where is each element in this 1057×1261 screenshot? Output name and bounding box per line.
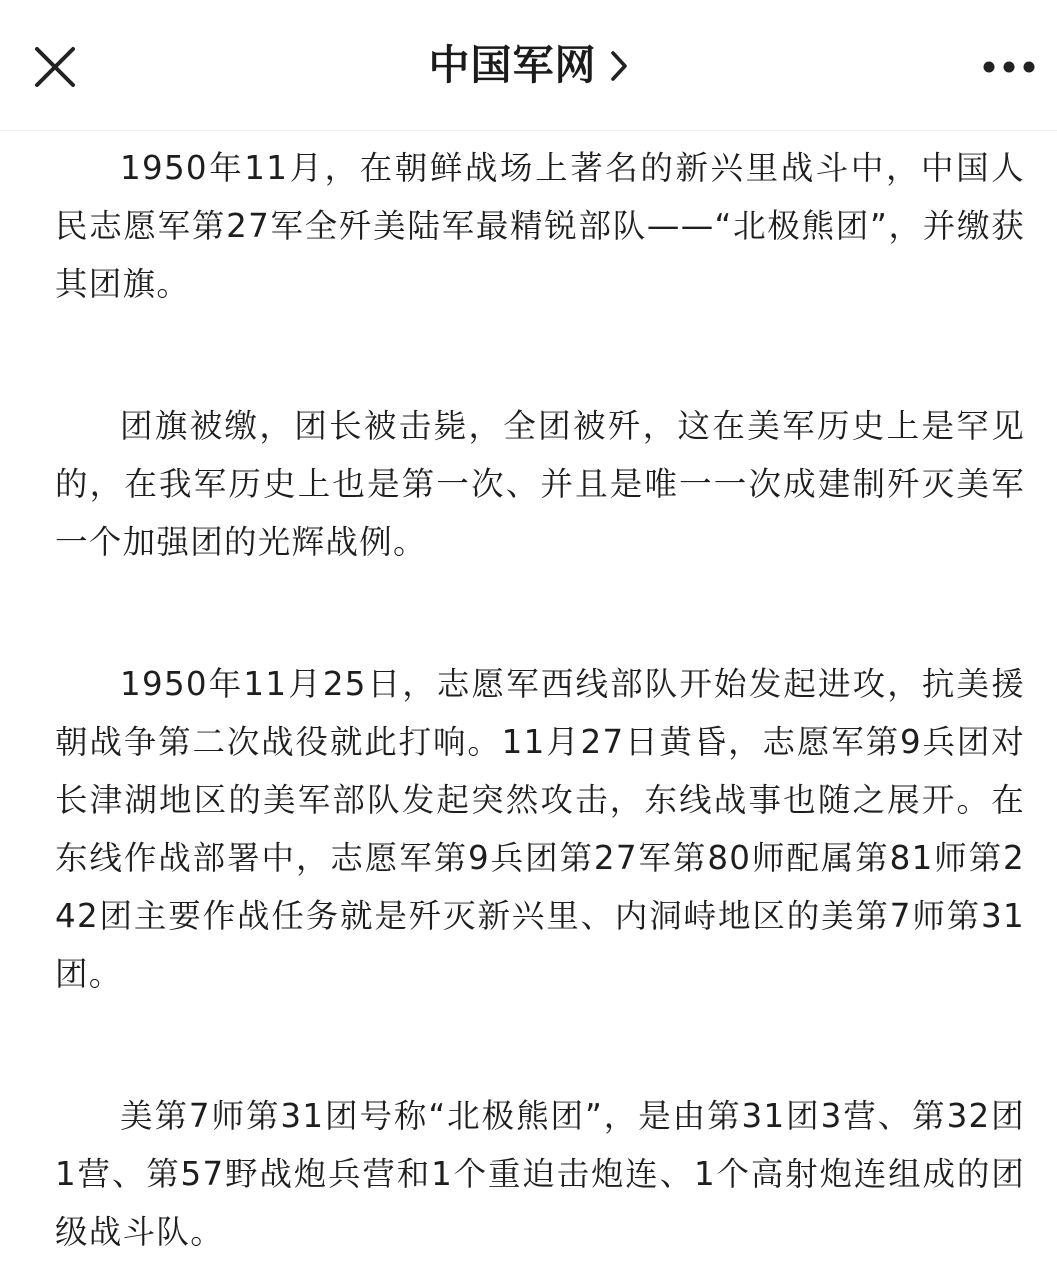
top-nav-bar xyxy=(0,0,1057,131)
account-title-link[interactable] xyxy=(428,41,629,89)
account-name: 中国军网 xyxy=(428,41,597,89)
article-paragraph: 1950年11月，在朝鲜战场上著名的新兴里战斗中，中国人民志愿军第27军全歼美陆军最精锐部队——“北极熊团”，并缴获其团旗。 xyxy=(55,149,1025,303)
more-options-button[interactable] xyxy=(973,42,1045,92)
article-paragraph: 团旗被缴，团长被击毙，全团被歼，这在美军历史上是罕见的，在我军历史上也是第一次、并且是唯一一次成建制歼灭美军一个加强团的光辉战例。 xyxy=(55,407,1025,561)
close-icon xyxy=(33,45,77,89)
article-body xyxy=(55,139,1025,1261)
more-icon xyxy=(982,60,1036,74)
close-button[interactable] xyxy=(20,32,90,102)
article-paragraph: 1950年11月25日，志愿军西线部队开始发起进攻，抗美援朝战争第二次战役就此打响。11月27日黄昏，志愿军第9兵团对长津湖地区的美军部队发起突然攻击，东线战事也随之展开。在东线作战部署中，志愿军第9兵团第27军第80师配属第81师第242团主要作战任务就是歼灭新兴里、内洞峙地区的美第7师第31团。 xyxy=(55,665,1025,993)
chevron-right-icon xyxy=(609,49,629,83)
article-paragraph: 美第7师第31团号称“北极熊团”，是由第31团3营、第32团1营、第57野战炮兵营和1个重迫击炮连、1个高射炮连组成的团级战斗队。 xyxy=(55,1097,1025,1251)
